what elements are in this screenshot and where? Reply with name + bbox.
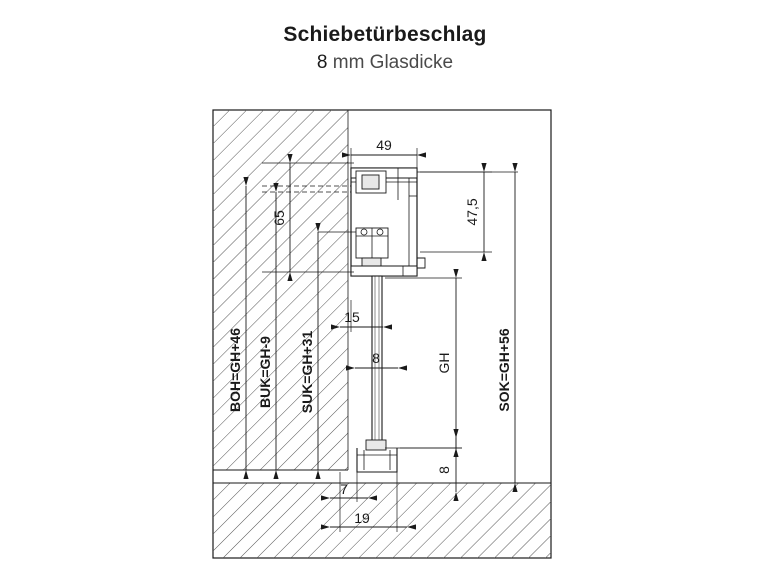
dimension-label-7: 7 (340, 481, 348, 497)
floor-hatching (213, 483, 551, 558)
dimension-label-19: 19 (354, 510, 370, 526)
dimension-label-8-glass: 8 (372, 350, 380, 366)
dimension-label-15: 15 (344, 309, 360, 325)
dimension-label-gh: GH (436, 352, 452, 374)
dimension-label-8-floor: 8 (436, 466, 452, 474)
dimension-label-suk: SUK=GH+31 (299, 330, 315, 414)
dimension-label-sok: SOK=GH+56 (496, 328, 512, 412)
dimension-label-47-5: 47,5 (464, 198, 480, 226)
dimension-label-boh: BOH=GH+46 (227, 327, 243, 413)
dimension-label-buk: BUK=GH-9 (257, 336, 273, 408)
dimension-label-65: 65 (271, 210, 287, 226)
glass-thickness-value: 8 (316, 52, 328, 74)
glass-thickness-unit: mm Glasdicke (327, 52, 454, 74)
wall-hatching (213, 110, 348, 470)
page-title: Schiebetürbeschlag (283, 23, 487, 46)
dimension-label-49: 49 (376, 137, 392, 153)
